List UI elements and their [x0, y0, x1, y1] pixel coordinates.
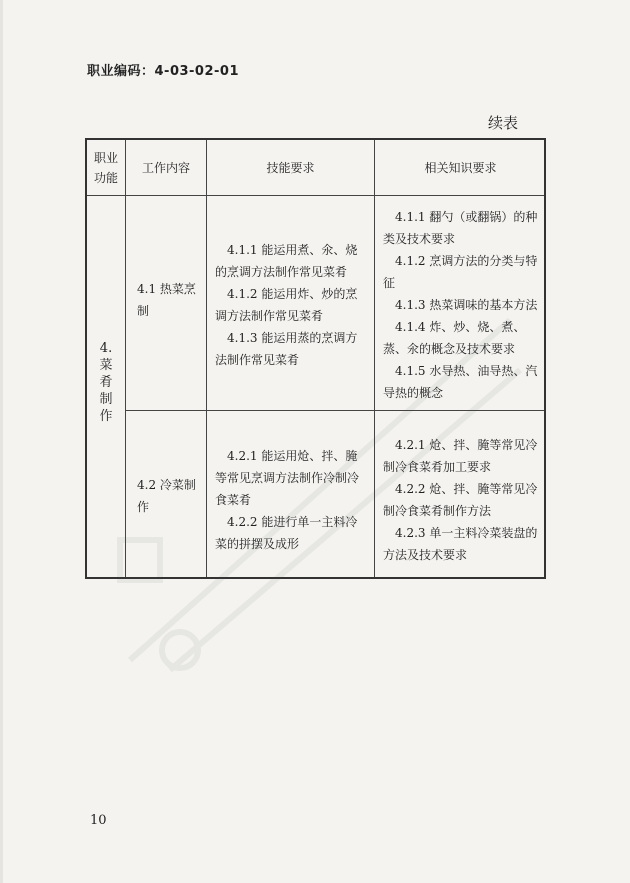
function-label	[87, 340, 125, 425]
page-edge	[0, 0, 3, 883]
function-label-char: 菜	[99, 358, 113, 373]
header-work-content: 工作内容	[141, 160, 190, 175]
knowledge-item: 4.1.5 水导热、油导热、汽导热的概念	[383, 364, 538, 400]
skill-item: 4.2.1 能运用炝、拌、腌等常见烹调方法制作冷制冷食菜肴	[215, 449, 360, 507]
col-divider	[125, 140, 126, 577]
knowledge-item: 4.1.2 烹调方法的分类与特征	[383, 254, 538, 290]
work-content-4-2: 4.2 冷菜制作	[137, 478, 196, 514]
knowledge-item: 4.1.3 热菜调味的基本方法	[395, 298, 538, 312]
knowledge-item: 4.2.2 炝、拌、腌等常见冷制冷食菜肴制作方法	[383, 482, 538, 518]
page-number: 10	[90, 813, 107, 828]
work-content-4-1: 4.1 热菜烹制	[137, 282, 196, 318]
skill-item: 4.2.2 能进行单一主料冷菜的拼摆及成形	[215, 515, 358, 551]
header-divider	[87, 195, 544, 196]
function-label-char: 制	[99, 392, 113, 407]
header-function: 职业功能	[93, 150, 118, 185]
knowledge-item: 4.1.1 翻勺（或翻锅）的种类及技术要求	[383, 210, 538, 246]
knowledge-item: 4.1.4 炸、炒、烧、煮、蒸、氽的概念及技术要求	[383, 320, 526, 356]
function-label-char: 作	[99, 409, 113, 424]
header-skills: 技能要求	[266, 160, 315, 175]
skill-item: 4.1.1 能运用煮、氽、烧的烹调方法制作常见菜肴	[215, 243, 358, 279]
header-knowledge: 相关知识要求	[424, 160, 497, 175]
skills-4-1	[215, 239, 367, 371]
skills-table	[85, 138, 546, 579]
knowledge-item: 4.2.1 炝、拌、腌等常见冷制冷食菜肴加工要求	[383, 438, 538, 474]
col-divider	[374, 140, 375, 577]
skill-item: 4.1.2 能运用炸、炒的烹调方法制作常见菜肴	[215, 287, 358, 323]
function-label-char: 肴	[99, 375, 113, 390]
skill-item: 4.1.3 能运用蒸的烹调方法制作常见菜肴	[215, 331, 358, 367]
continued-label: 续表	[488, 114, 519, 132]
skills-4-2	[215, 445, 367, 555]
row-divider	[125, 410, 544, 411]
occupation-code: 职业编码：4-03-02-01	[87, 64, 240, 79]
function-label-char: 4.	[99, 341, 113, 356]
col-divider	[206, 140, 207, 577]
knowledge-4-2	[383, 434, 539, 566]
knowledge-item: 4.2.3 单一主料冷菜装盘的方法及技术要求	[383, 526, 538, 562]
knowledge-4-1	[383, 206, 539, 404]
